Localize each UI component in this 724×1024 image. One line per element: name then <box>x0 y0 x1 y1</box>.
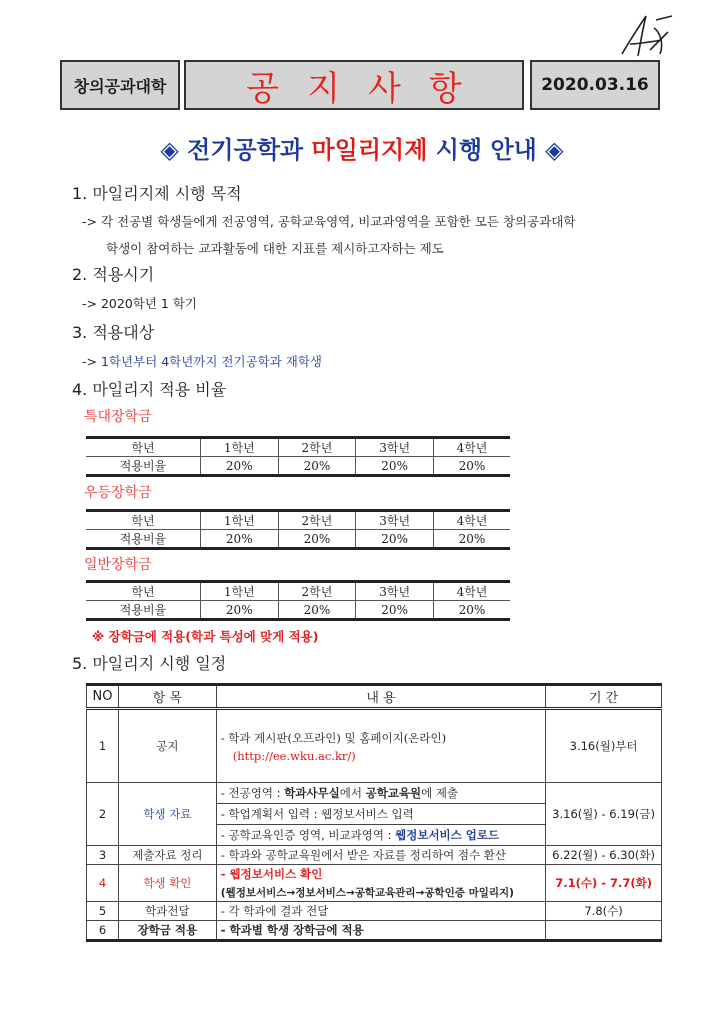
table-cell: 적용비율 <box>86 530 200 549</box>
table-row <box>87 846 662 865</box>
table-cell: 20% <box>278 457 356 476</box>
title-right: 시행 안내 ◈ <box>427 136 564 164</box>
header-no: NO <box>87 685 119 709</box>
content-emphasis: 웹정보서비스 업로드 <box>395 828 500 842</box>
notice-date: 2020.03.16 <box>530 60 660 110</box>
table-cell: 20% <box>356 457 434 476</box>
header-item: 항 목 <box>118 685 216 709</box>
table-cell: 20% <box>433 601 510 620</box>
table-row <box>87 783 662 846</box>
row-content: - 학과별 학생 장학금에 적용 <box>216 921 545 941</box>
table-row <box>87 709 662 783</box>
table-cell: 3학년 <box>356 438 434 457</box>
row-period: 6.22(월) - 6.30(화) <box>546 846 662 865</box>
row-item: 학생 확인 <box>118 865 216 902</box>
scholarship-label-honor: 우등장학금 <box>84 485 152 501</box>
row-item: 장학금 적용 <box>118 921 216 941</box>
header-content: 내 용 <box>216 685 545 709</box>
row-content <box>216 709 545 783</box>
table-row <box>87 902 662 921</box>
table-cell: 20% <box>200 457 278 476</box>
table-cell: 2학년 <box>278 582 356 601</box>
row-item: 공지 <box>118 709 216 783</box>
row-period: 7.1(수) - 7.7(화) <box>546 865 662 902</box>
schedule-table <box>86 683 662 942</box>
section-3-heading: 3. 적용대상 <box>72 323 155 342</box>
ratio-table-special <box>86 436 510 477</box>
table-cell: 1학년 <box>200 582 278 601</box>
row-item: 제출자료 정리 <box>118 846 216 865</box>
section-1-line-2: 학생이 참여하는 교과활동에 대한 지표를 제시하고자하는 제도 <box>106 241 444 256</box>
table-cell: 학년 <box>86 511 200 530</box>
row-content: - 각 학과에 결과 전달 <box>216 902 545 921</box>
table-row <box>86 601 510 620</box>
scholarship-note: ※ 장학금에 적용(학과 특성에 맞게 적용) <box>92 629 319 644</box>
content-line <box>217 825 545 845</box>
row-content: - 학과와 공학교육원에서 받은 자료를 정리하여 점수 환산 <box>216 846 545 865</box>
row-item: 학과전달 <box>118 902 216 921</box>
handwritten-signature <box>616 10 676 62</box>
table-row <box>86 457 510 476</box>
content-text: - 공학교육인증 영역, 비교과영역 : <box>220 828 396 842</box>
section-3-target: 1학년부터 4학년까지 전기공학과 재학생 <box>100 354 322 369</box>
content-subline: (웹정보서비스→정보서비스→공학교육관리→공학인증 마일리지) <box>220 887 514 899</box>
header-period: 기 간 <box>546 685 662 709</box>
row-content <box>216 783 545 846</box>
row-no: 1 <box>87 709 119 783</box>
table-row <box>87 921 662 941</box>
row-no: 3 <box>87 846 119 865</box>
content-text: 에 제출 <box>421 786 459 800</box>
content-line: - 웹정보서비스 확인 <box>220 867 323 881</box>
row-no: 4 <box>87 865 119 902</box>
table-row <box>86 511 510 530</box>
table-cell: 4학년 <box>433 582 510 601</box>
table-cell: 20% <box>200 530 278 549</box>
section-1-line-1: -> 각 전공별 학생들에게 전공영역, 공학교육영역, 비교과영역을 포함한 모든 창의공과대학 <box>82 214 576 229</box>
row-period: 3.16(월) - 6.19(금) <box>546 783 662 846</box>
table-cell: 3학년 <box>356 582 434 601</box>
row-period <box>546 921 662 941</box>
content-emphasis: 학과사무실 <box>284 786 340 800</box>
ratio-table-honor <box>86 509 510 550</box>
content-text: - 전공영역 : <box>220 786 285 800</box>
row-content <box>216 865 545 902</box>
table-cell: 20% <box>278 601 356 620</box>
table-cell: 2학년 <box>278 438 356 457</box>
section-2-heading: 2. 적용시기 <box>72 265 155 284</box>
homepage-link[interactable]: (http://ee.wku.ac.kr/) <box>232 748 356 763</box>
content-line: - 학업계획서 입력 : 웹정보서비스 입력 <box>217 804 545 825</box>
table-row <box>87 865 662 902</box>
table-cell: 학년 <box>86 582 200 601</box>
table-row <box>86 530 510 549</box>
row-period: 7.8(수) <box>546 902 662 921</box>
section-5-heading: 5. 마일리지 시행 일정 <box>72 654 227 673</box>
table-row <box>86 582 510 601</box>
table-cell: 1학년 <box>200 438 278 457</box>
table-cell: 20% <box>433 457 510 476</box>
table-cell: 4학년 <box>433 438 510 457</box>
title-left: ◈ 전기공학과 <box>160 136 312 164</box>
table-cell: 20% <box>278 530 356 549</box>
table-cell: 3학년 <box>356 511 434 530</box>
table-cell: 적용비율 <box>86 601 200 620</box>
content-line: - 학과 게시판(오프라인) 및 홈페이지(온라인) <box>220 730 447 745</box>
scholarship-label-general: 일반장학금 <box>84 557 152 573</box>
section-2-line: -> 2020학년 1 학기 <box>82 296 197 311</box>
section-1-heading: 1. 마일리지제 시행 목적 <box>72 184 242 203</box>
table-cell: 20% <box>433 530 510 549</box>
scholarship-label-special: 특대장학금 <box>84 409 152 425</box>
section-3-arrow: -> <box>82 354 101 369</box>
row-period: 3.16(월)부터 <box>546 709 662 783</box>
ratio-table-general <box>86 580 510 621</box>
table-row <box>86 438 510 457</box>
table-cell: 1학년 <box>200 511 278 530</box>
row-no: 5 <box>87 902 119 921</box>
content-line <box>217 783 545 804</box>
table-header-row <box>87 685 662 709</box>
table-cell: 20% <box>200 601 278 620</box>
section-3-line <box>82 352 322 370</box>
table-cell: 학년 <box>86 438 200 457</box>
notice-banner: 공지사항 <box>184 60 524 110</box>
section-4-heading: 4. 마일리지 적용 비율 <box>72 380 227 399</box>
row-no: 2 <box>87 783 119 846</box>
table-cell: 2학년 <box>278 511 356 530</box>
university-label: 창의공과대학 <box>60 60 180 110</box>
title-highlight: 마일리지제 <box>311 136 428 164</box>
content-text: 에서 <box>339 786 366 800</box>
page-title <box>0 130 724 165</box>
content-emphasis: 공학교육원 <box>365 786 422 800</box>
table-cell: 적용비율 <box>86 457 200 476</box>
row-item: 학생 자료 <box>118 783 216 846</box>
row-no: 6 <box>87 921 119 941</box>
table-cell: 4학년 <box>433 511 510 530</box>
table-cell: 20% <box>356 530 434 549</box>
table-cell: 20% <box>356 601 434 620</box>
